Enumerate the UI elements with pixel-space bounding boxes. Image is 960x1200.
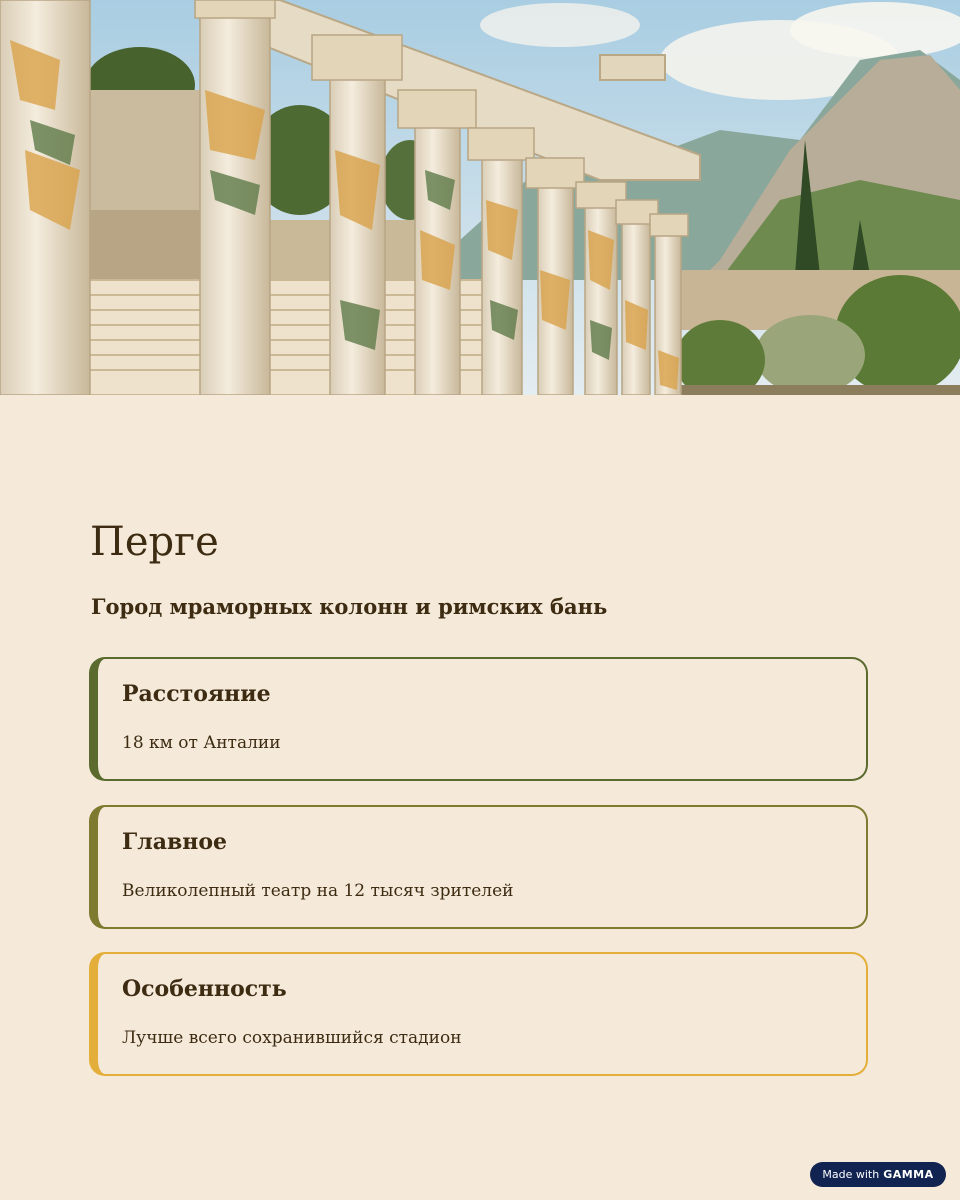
card-text: 18 км от Анталии [122,733,281,753]
made-with-gamma-badge[interactable] [810,1162,946,1187]
card-title: Главное [122,829,228,855]
ancient-columns-ruins-photo [0,0,960,395]
info-card-distance [89,657,868,781]
card-text: Великолепный театр на 12 тысяч зрителей [122,881,514,901]
card-text: Лучше всего сохранившийся стадион [122,1028,462,1048]
badge-prefix: Made with [822,1168,880,1181]
page-subtitle: Город мраморных колонн и римских бань [91,594,608,619]
card-title: Расстояние [122,681,271,707]
page-title: Перге [90,519,219,565]
hero-image [0,0,960,395]
card-title: Особенность [122,976,287,1002]
info-card-feature [89,952,868,1076]
gamma-logo: GAMMA [883,1168,934,1181]
info-card-main [89,805,868,929]
